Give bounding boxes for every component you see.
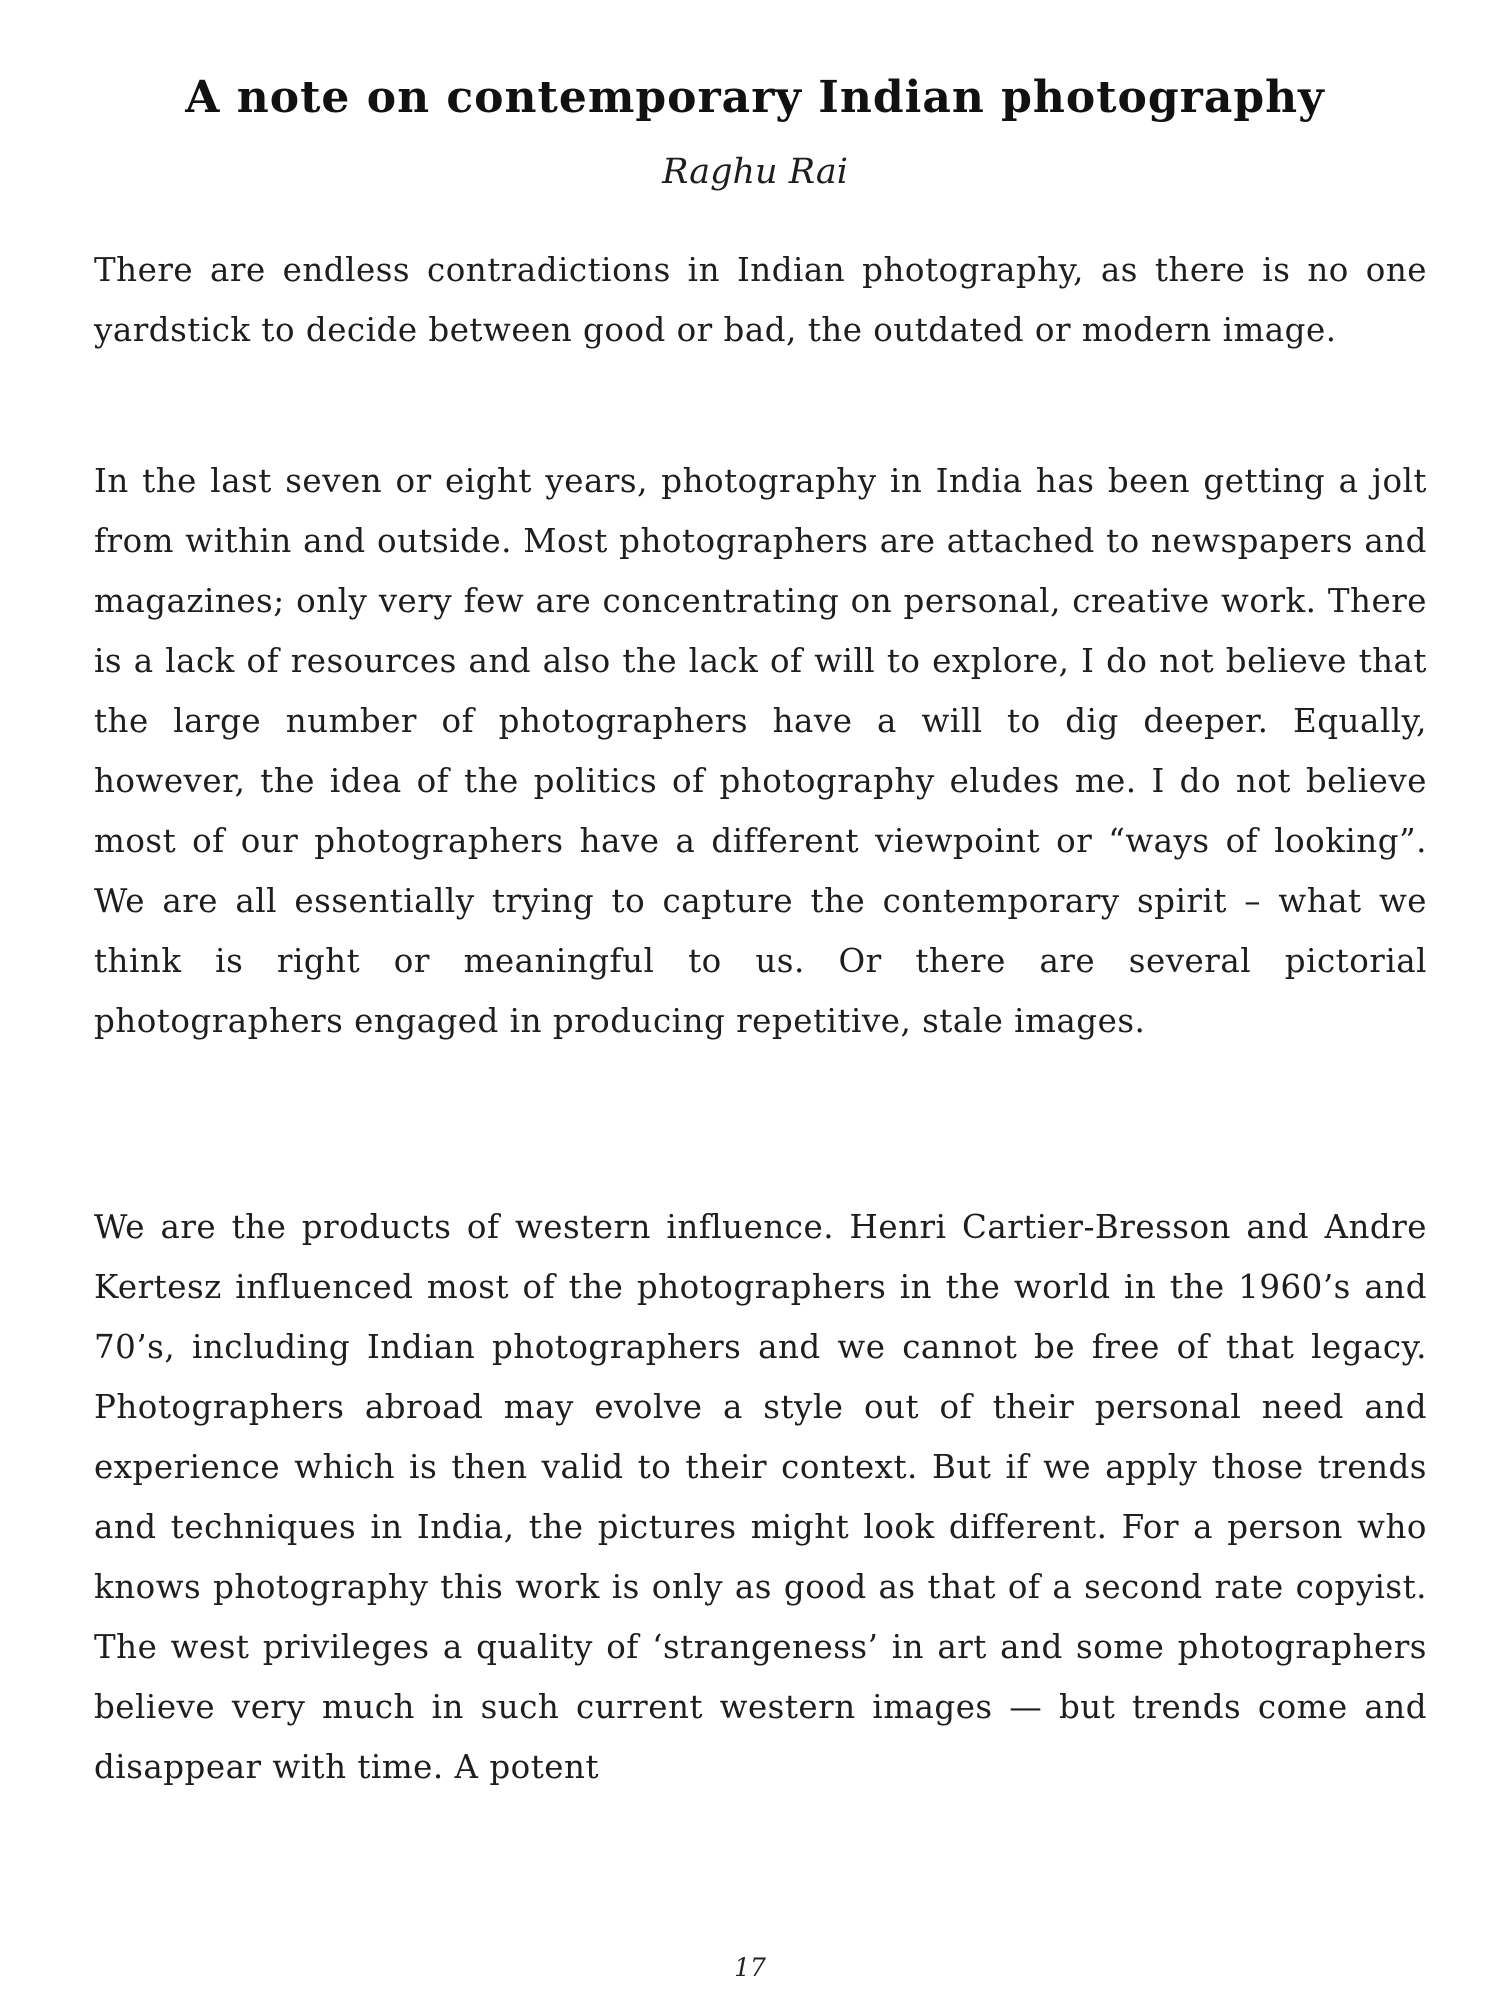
body-paragraph: There are endless contradictions in Indian photography, as there is no one yardstick to decide between good or bad, the outdated or modern image.: [94, 251, 1427, 349]
body-paragraph: We are the products of western influence. Henri Cartier-Bresson and Andre Kertesz influenced most of the photographers in the world in the 1960’s and 70’s, including Indian photographers and we cannot be free of that legacy. Photographers abroad may evolve a style out of their personal need and experience which is then valid to their context. But if we apply those trends and techniques in India, the pictures might look different. For a person who knows photography this work is only as good as that of a second rate copyist. The west privileges a quality of ‘strangeness’ in art and some photographers believe very much in such current western images — but trends come and disappear with time. A potent: [94, 1208, 1427, 1786]
page-number: 17: [734, 1953, 766, 1982]
body-paragraph: In the last seven or eight years, photography in India has been getting a jolt from within and outside. Most photographers are attached to newspapers and magazines; only very few are concentrating on personal, creative work. There is a lack of resources and also the lack of will to explore, I do not believe that the large number of photographers have a will to dig deeper. Equally, however, the idea of the politics of photography eludes me. I do not believe most of our photographers have a different viewpoint or “ways of looking”. We are all essentially trying to capture the contemporary spirit – what we think is right or meaningful to us. Or there are several pictorial photographers engaged in producing repetitive, stale images.: [94, 462, 1427, 1040]
page-title: A note on contemporary Indian photography: [185, 72, 1325, 123]
author-name: Raghu Rai: [662, 152, 848, 192]
